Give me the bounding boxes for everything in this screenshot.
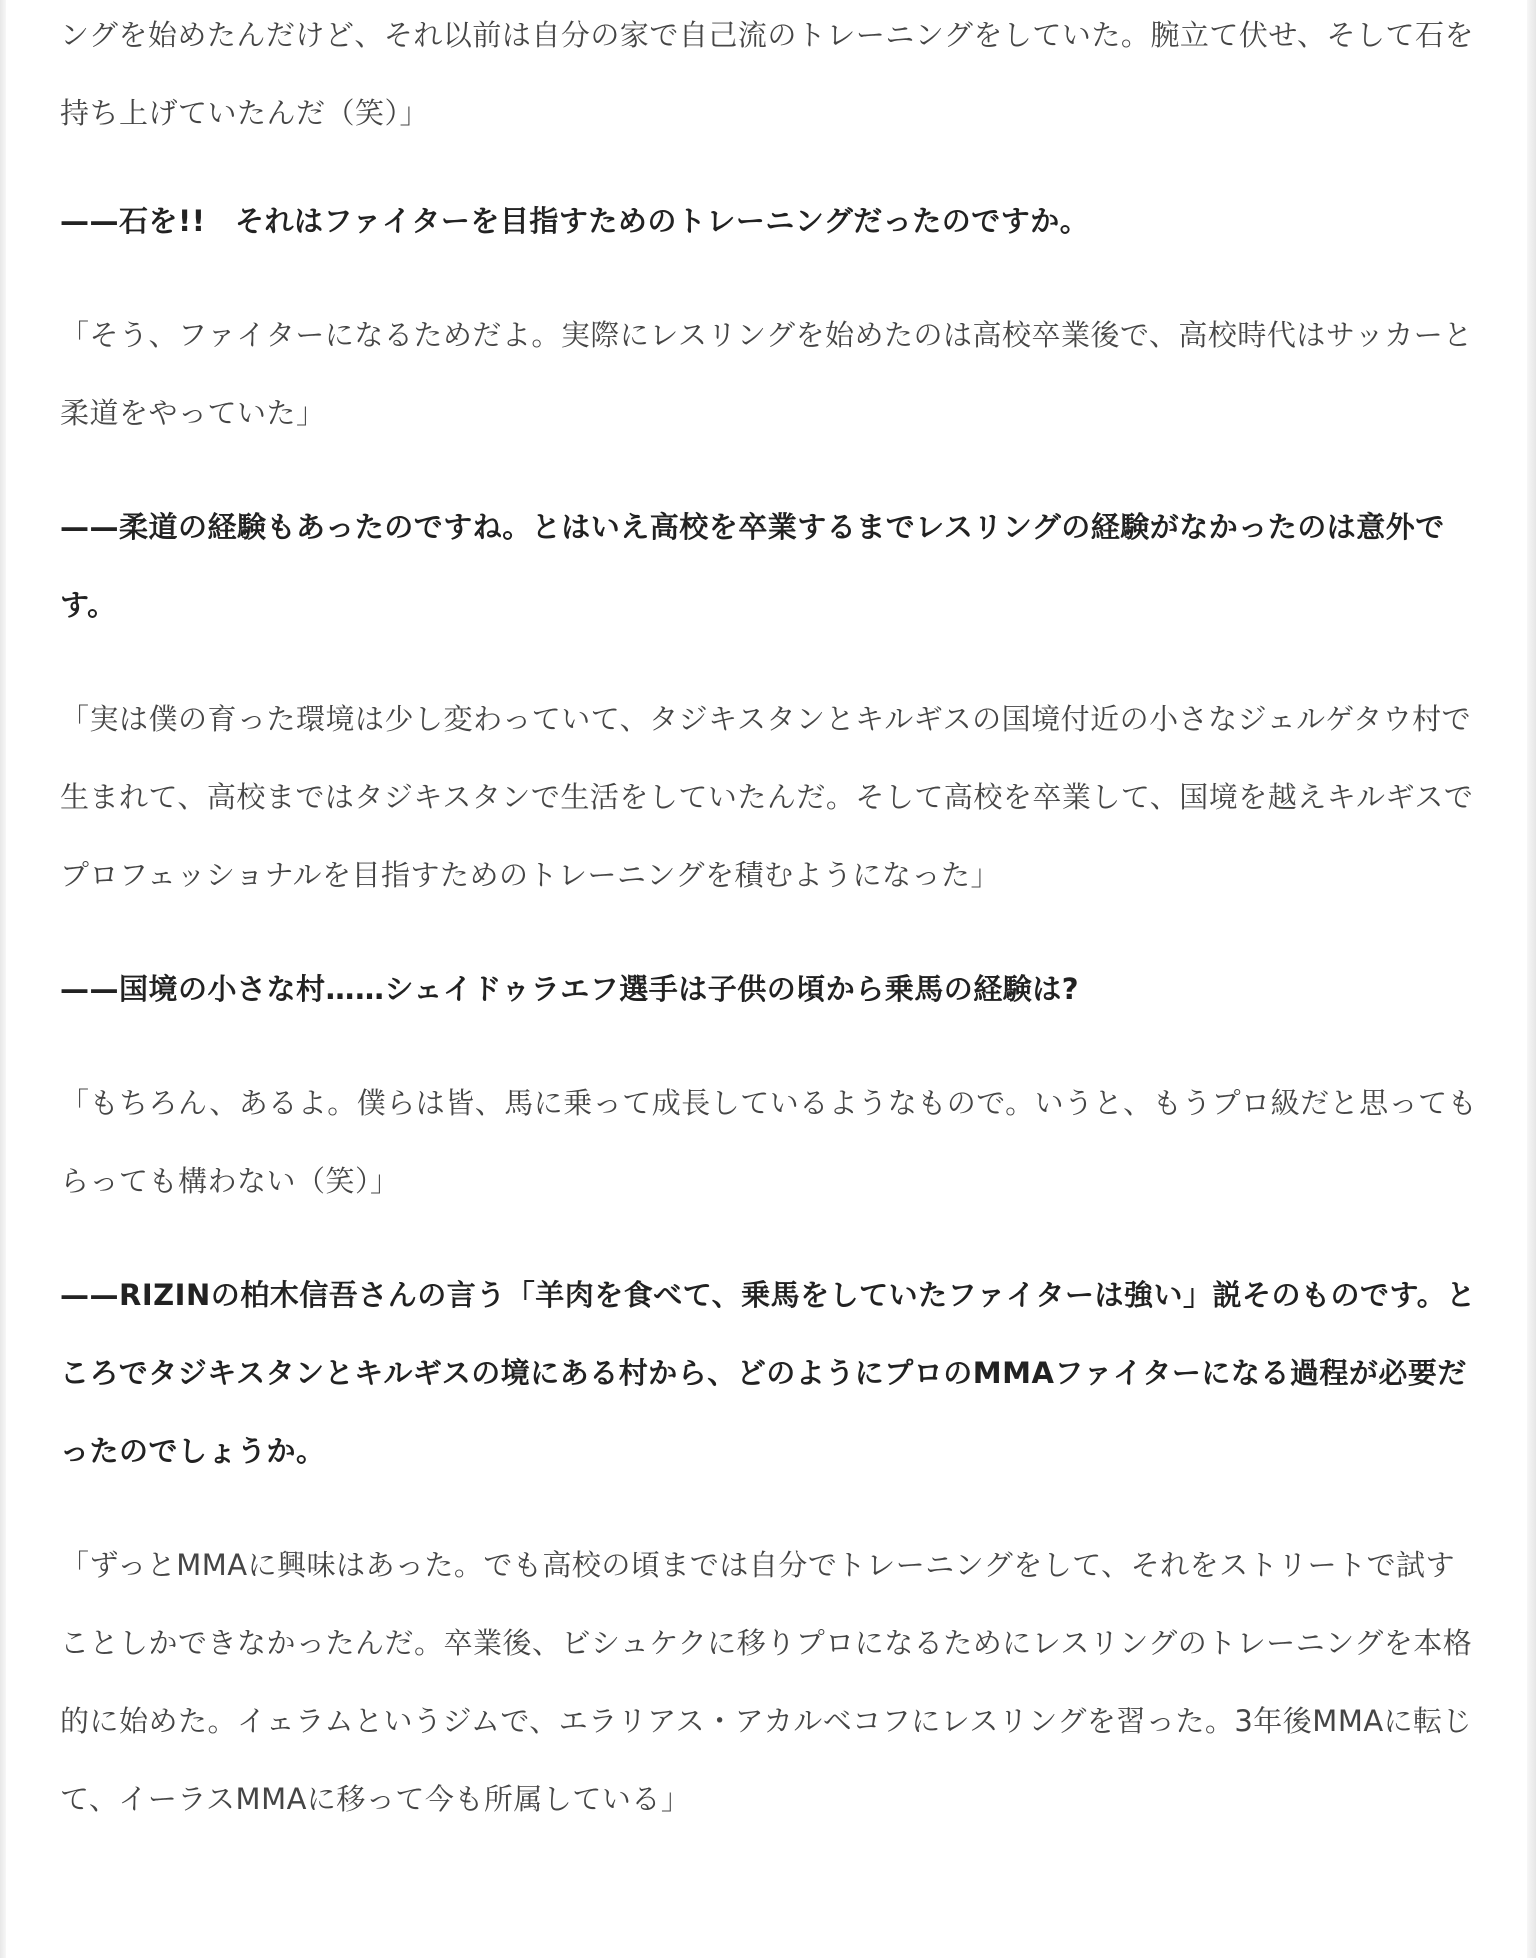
question-paragraph: ——石を!! それはファイターを目指すためのトレーニングだったのですか。 [60,204,1090,238]
left-page-edge [0,0,6,1958]
answer-paragraph: ングを始めたんだけど、それ以前は自分の家で自己流のトレーニングをしていた。腕立て伏せ、そして石を持ち上げていたんだ（笑）」 [60,18,1474,130]
interview-article-body [60,0,1480,1838]
answer-paragraph: 「実は僕の育った環境は少し変わっていて、タジキスタンとキルギスの国境付近の小さなジェルゲタウ村で生まれて、高校まではタジキスタンで生活をしていたんだ。そして高校を卒業して、国境を越えキルギスでプロフェッショナルを目指すためのトレーニングを積むようになった」 [60,702,1474,892]
question-paragraph: ——国境の小さな村……シェイドゥラエフ選手は子供の頃から乗馬の経験は? [60,972,1080,1006]
answer-paragraph: 「もちろん、あるよ。僕らは皆、馬に乗って成長しているようなもので。いうと、もうプロ級だと思ってもらっても構わない（笑）」 [60,1086,1478,1198]
answer-paragraph: 「そう、ファイターになるためだよ。実際にレスリングを始めたのは高校卒業後で、高校時代はサッカーと柔道をやっていた」 [60,318,1473,430]
right-page-edge [1527,0,1536,1958]
answer-paragraph: 「ずっとMMAに興味はあった。でも高校の頃までは自分でトレーニングをして、それをストリートで試すことしかできなかったんだ。卒業後、ビシュケクに移りプロになるためにレスリングのトレーニングを本格的に始めた。イェラムというジムで、エラリアス・アカルベコフにレスリングを習った。3年後MMAに転じて、イーラスMMAに移って今も所属している」 [60,1548,1473,1816]
question-paragraph: ——RIZINの柏木信吾さんの言う「羊肉を食べて、乗馬をしていたファイターは強い」説そのものです。ところでタジキスタンとキルギスの境にある村から、どのようにプロのMMAファイターになる過程が必要だったのでしょうか。 [60,1278,1476,1468]
question-paragraph: ——柔道の経験もあったのですね。とはいえ高校を卒業するまでレスリングの経験がなかったのは意外です。 [60,510,1445,622]
